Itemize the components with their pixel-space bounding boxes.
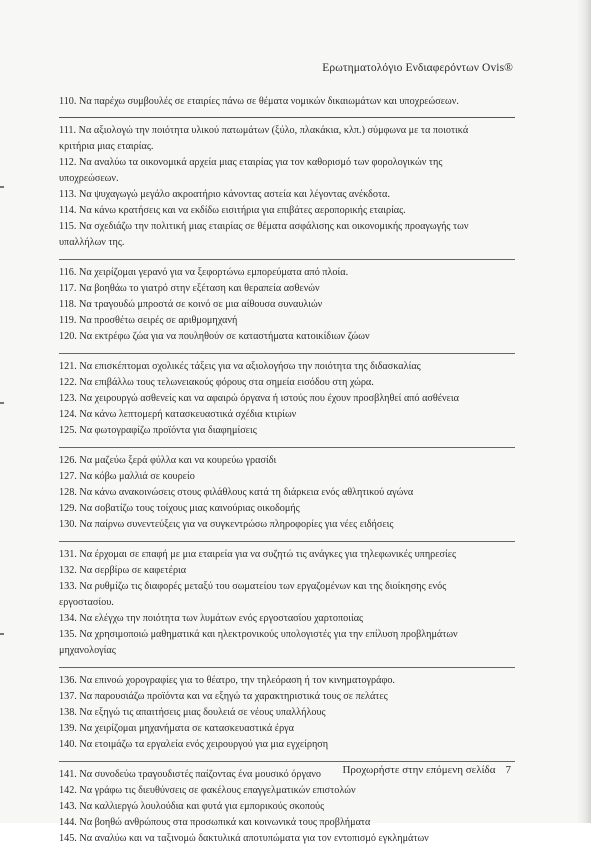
item-line: 112. Να αναλύω τα οικονομικά αρχεία μιας εταιρίας για τον καθορισμό των φορολογικών της bbox=[59, 157, 443, 168]
margin-tick bbox=[0, 402, 4, 404]
item-line: 117. Να βοηθάω το γιατρό στην εξέταση και θεραπεία ασθενών bbox=[59, 283, 320, 294]
item-block bbox=[59, 260, 515, 354]
item-line: 129. Να σοβατίζω τους τοίχους μιας καινούριας οικοδομής bbox=[59, 503, 300, 514]
item-block bbox=[59, 118, 515, 260]
item-line: 133. Να ρυθμίζω τις διαφορές μεταξύ του σωματείου των εργαζομένων και της διοίκησης ενός bbox=[59, 581, 447, 592]
item-line: κριτήρια μιας εταιρίας. bbox=[59, 141, 154, 152]
item-line: 142. Να γράφω τις διευθύνσεις σε φακέλους επαγγελματικών επιστολών bbox=[59, 785, 356, 796]
item-line: 131. Να έρχομαι σε επαφή με μια εταιρεία για να συζητώ τις ανάγκες για τηλεφωνικές υπηρεσίες bbox=[59, 549, 457, 560]
item-line: 127. Να κόβω μαλλιά σε κουρείο bbox=[59, 471, 195, 482]
item-line: 139. Να χειρίζομαι μηχανήματα σε κατασκευαστικά έργα bbox=[59, 723, 295, 734]
item-line: υπαλλήλων της. bbox=[59, 237, 125, 248]
item-line: 111. Να αξιολογώ την ποιότητα υλικού πατωμάτων (ξύλο, πλακάκια, κλπ.) σύμφωνα με τα ποιοτικά bbox=[59, 125, 469, 136]
item-line: 125. Να φωτογραφίζω προϊόντα για διαφημίσεις bbox=[59, 425, 257, 436]
item-line: 134. Να ελέγχω την ποιότητα των λυμάτων ενός εργοστασίου χαρτοποιίας bbox=[59, 613, 364, 624]
running-header: Ερωτηματολόγιο Ενδιαφερόντων Ovis® bbox=[322, 62, 513, 74]
item-block bbox=[59, 354, 515, 448]
item-line: υποχρεώσεων. bbox=[59, 173, 119, 184]
item-line: 136. Να επινοώ χορογραφίες για το θέατρο, την τηλεόραση ή τον κινηματογράφο. bbox=[59, 675, 395, 686]
item-line: 122. Να επιβάλλω τους τελωνειακούς φόρους στα σημεία εισόδου στη χώρα. bbox=[59, 377, 374, 388]
item-line: 137. Να παρουσιάζω προϊόντα και να εξηγώ τα χαρακτηριστικά τους σε πελάτες bbox=[59, 691, 388, 702]
item-line: εργοστασίου. bbox=[59, 597, 114, 608]
item-block bbox=[59, 448, 515, 542]
item-line: 123. Να χειρουργώ ασθενείς και να αφαιρώ όργανα ή ιστούς που έχουν προσβληθεί από ασθένεια bbox=[59, 393, 460, 404]
item-line: 118. Να τραγουδώ μπροστά σε κοινό σε μια αίθουσα συναυλιών bbox=[59, 299, 323, 310]
continue-note: Προχωρήστε στην επόμενη σελίδα bbox=[342, 764, 496, 776]
item-line: 138. Να εξηγώ τις απαιτήσεις μιας δουλειά σε νέους υπαλλήλους bbox=[59, 707, 326, 718]
item-line: μηχανολογίας bbox=[59, 645, 116, 656]
item-block bbox=[59, 668, 515, 762]
item-line: 114. Να κάνω κρατήσεις και να εκδίδω εισιτήρια για επιβάτες αεροπορικής εταιρίας. bbox=[59, 205, 406, 216]
page-footer bbox=[0, 764, 591, 776]
item-line: 132. Να σερβίρω σε καφετέρια bbox=[59, 565, 187, 576]
item-line: 115. Να σχεδιάζω την πολιτική μιας εταιρίας σε θέματα ασφάλισης και οικονομικής προαγωγής των bbox=[59, 221, 469, 232]
questionnaire-items bbox=[59, 94, 515, 855]
item-line: 119. Να προσθέτω σειρές σε αριθμομηχανή bbox=[59, 315, 238, 326]
item-line: 120. Να εκτρέφω ζώα για να πουληθούν σε καταστήματα κατοικίδιων ζώων bbox=[59, 331, 370, 342]
item-line: 135. Να χρησιμοποιώ μαθηματικά και ηλεκτρονικούς υπολογιστές για την επίλυση προβλημάτων bbox=[59, 629, 458, 640]
item-line: 141. Να συνοδεύω τραγουδιστές παίζοντας ένα μουσικό όργανο bbox=[59, 769, 322, 780]
margin-tick bbox=[0, 633, 4, 635]
item-line: 140. Να ετοιμάζω τα εργαλεία ενός χειρουργού για μια εγχείρηση bbox=[59, 739, 329, 750]
item-line: 124. Να κάνω λεπτομερή κατασκευαστικά σχέδια κτιρίων bbox=[59, 409, 297, 420]
page-number: 7 bbox=[505, 764, 511, 776]
item-line: 126. Να μαζεύω ξερά φύλλα και να κουρεύω γρασίδι bbox=[59, 455, 277, 466]
item-line: 121. Να επισκέπτομαι σχολικές τάξεις για να αξιολογήσω την ποιότητα της διδασκαλίας bbox=[59, 361, 421, 372]
item-line: 143. Να καλλιεργώ λουλούδια και φυτά για εμπορικούς σκοπούς bbox=[59, 801, 325, 812]
item-line: 113. Να ψυχαγωγώ μεγάλο ακροατήριο κάνοντας αστεία και λέγοντας ανέκδοτα. bbox=[59, 189, 390, 200]
page-edge-shadow bbox=[577, 0, 591, 823]
item-line: 130. Να παίρνω συνεντεύξεις για να συγκεντρώσω πληροφορίες για νέες ειδήσεις bbox=[59, 519, 394, 530]
item-line: 110. Να παρέχω συμβουλές σε εταιρίες πάνω σε θέματα νομικών δικαιωμάτων και υποχρεώσεων. bbox=[59, 96, 459, 107]
item-block bbox=[59, 94, 515, 118]
item-line: 128. Να κάνω ανακοινώσεις στους φιλάθλους κατά τη διάρκεια ενός αθλητικού αγώνα bbox=[59, 487, 414, 498]
item-line: 145. Να αναλύω και να ταξινομώ δακτυλικά αποτυπώματα για τον εντοπισμό εγκλημάτων bbox=[59, 833, 429, 844]
item-block bbox=[59, 542, 515, 668]
margin-tick bbox=[0, 186, 4, 188]
item-line: 116. Να χειρίζομαι γερανό για να ξεφορτώνω εμπορεύματα από πλοία. bbox=[59, 267, 349, 278]
item-line: 144. Να βοηθώ ανθρώπους στα προσωπικά και κοινωνικά τους προβλήματα bbox=[59, 817, 371, 828]
